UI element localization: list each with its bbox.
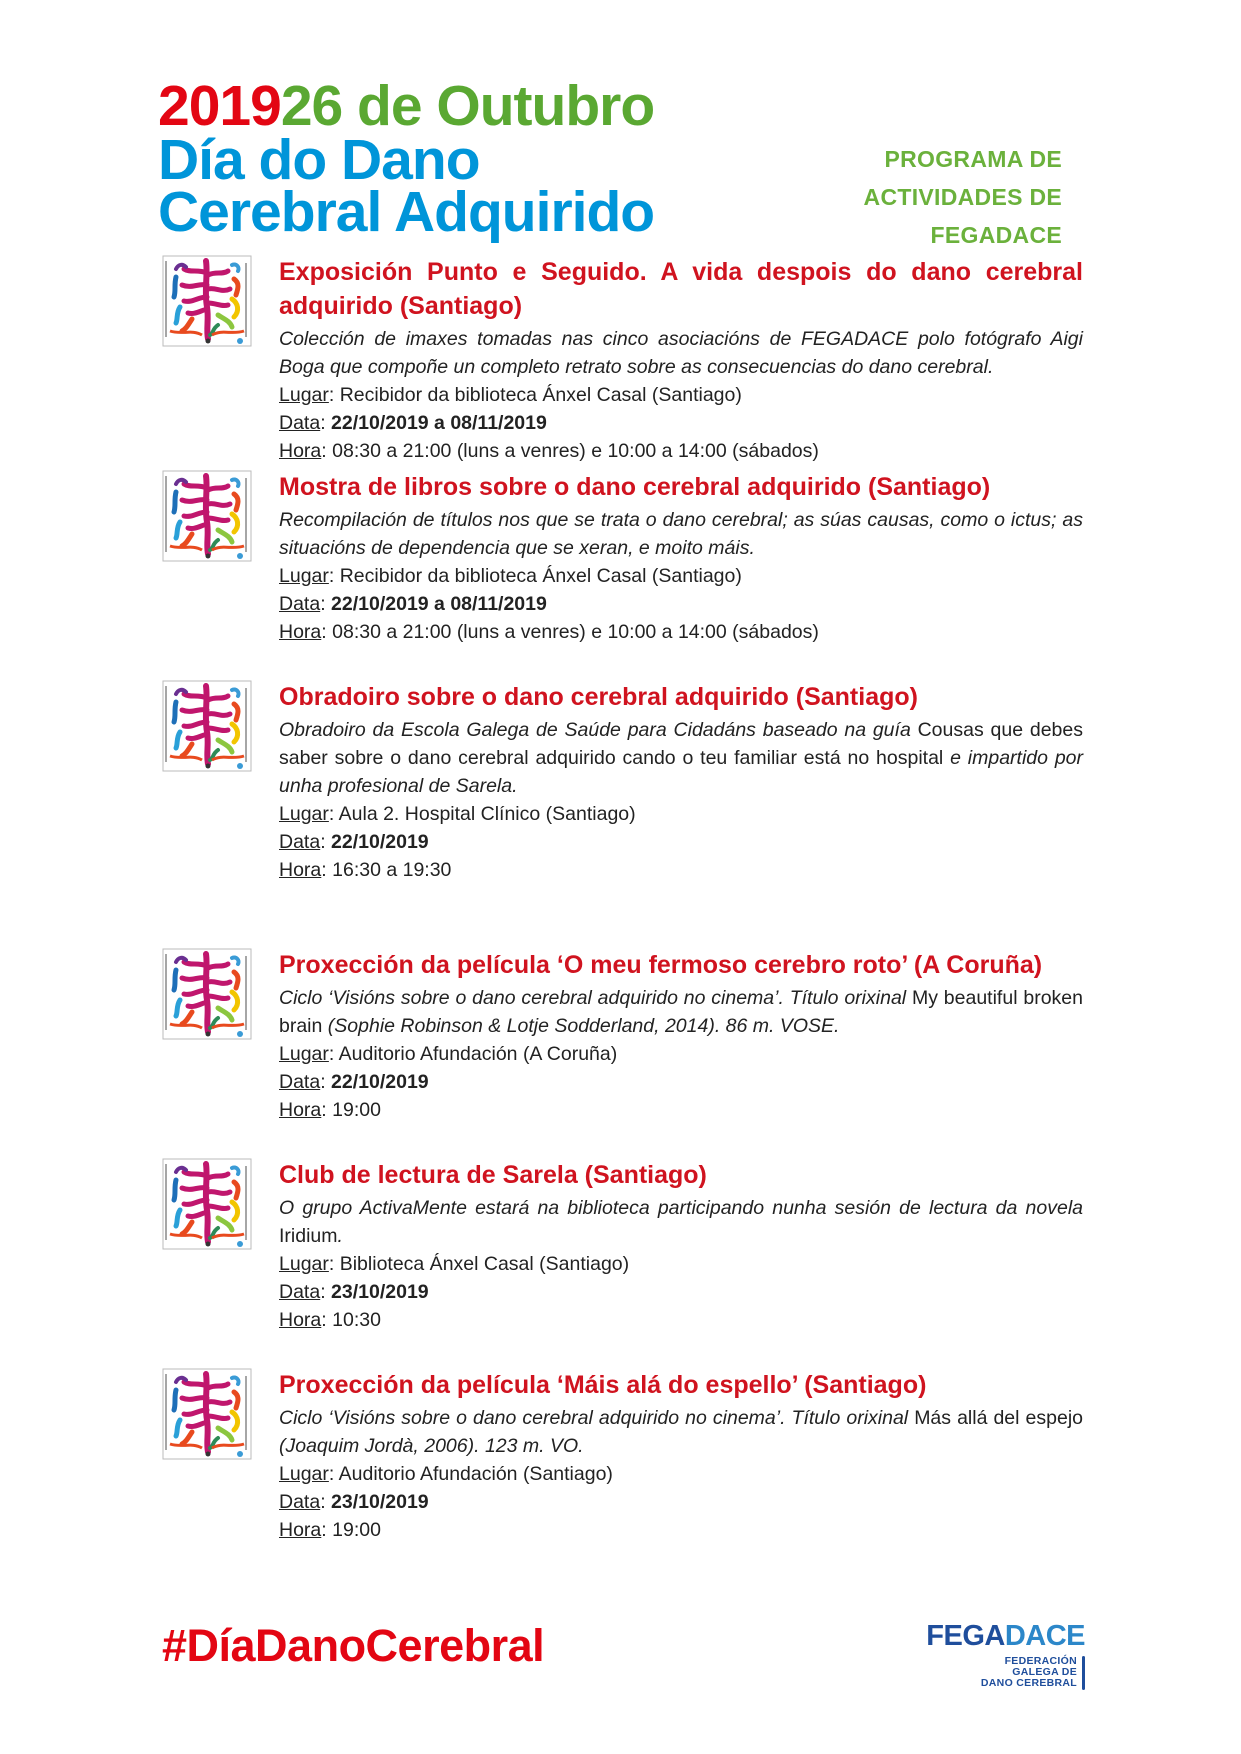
header-title-line2: Cerebral Adquirido: [158, 180, 655, 244]
lugar-label: Lugar: [279, 1043, 329, 1065]
event-hora: Hora: 19:00: [279, 1099, 381, 1121]
desc-part-a: Ciclo ‘Visións sobre o dano cerebral adquirido no cinema’. Título orixinal: [279, 987, 912, 1009]
hora-label: Hora: [279, 1519, 322, 1541]
event-title: Obradoiro sobre o dano cerebral adquirido (Santiago): [279, 683, 918, 711]
programa-line1: PROGRAMA DE: [884, 146, 1062, 172]
header-date-line: [158, 74, 1158, 138]
event-lugar: Lugar: Recibidor da biblioteca Ánxel Casal (Santiago): [279, 384, 742, 406]
lugar-value: Aula 2. Hospital Clínico (Santiago): [338, 803, 636, 825]
data-label: Data: [279, 412, 321, 434]
event-lugar: Lugar: Auditorio Afundación (Santiago): [279, 1463, 613, 1485]
event-lugar: Lugar: Recibidor da biblioteca Ánxel Casal (Santiago): [279, 565, 742, 587]
hora-label: Hora: [279, 621, 322, 643]
event-title: Mostra de libros sobre o dano cerebral adquirido (Santiago): [279, 473, 991, 501]
data-label: Data: [279, 831, 321, 853]
brain-logo-icon: [162, 255, 252, 347]
brain-logo-icon: [162, 470, 252, 562]
data-label: Data: [279, 1281, 321, 1303]
fegadace-logo: [926, 1620, 1085, 1700]
event-lugar: Lugar: Biblioteca Ánxel Casal (Santiago): [279, 1253, 630, 1275]
programa-line2: ACTIVIDADES DE: [863, 184, 1062, 210]
event-title: Proxección da película ‘O meu fermoso cerebro roto’ (A Coruña): [279, 951, 1043, 979]
event-data: Data: 22/10/2019: [279, 1071, 429, 1093]
event-description: [279, 716, 1083, 800]
event-data: Data: 22/10/2019 a 08/11/2019: [279, 412, 547, 434]
logo-subtitle: [981, 1656, 1077, 1689]
event-lugar: Lugar: Aula 2. Hospital Clínico (Santiago): [279, 803, 636, 825]
desc-part-a: O grupo ActivaMente estará na biblioteca participando nunha sesión de lectura da novela: [279, 1197, 1083, 1219]
hora-value: 16:30 a 19:30: [332, 859, 452, 881]
event-hora: Hora: 19:00: [279, 1519, 381, 1541]
event-description: [279, 1194, 1083, 1250]
event-data: Data: 22/10/2019 a 08/11/2019: [279, 593, 547, 615]
desc-part-c: (Joaquim Jordà, 2006). 123 m. VO.: [279, 1435, 584, 1457]
event-data: Data: 23/10/2019: [279, 1281, 429, 1303]
logo-wordmark: [926, 1620, 1085, 1653]
hora-value: 19:00: [332, 1099, 381, 1121]
event-description: [279, 984, 1083, 1040]
desc-part-b: Cousas que debes saber sobre o dano cerebral adquirido cando o teu familiar está no hospital: [279, 719, 1083, 769]
data-value: 22/10/2019: [331, 1071, 429, 1093]
event-lugar: Lugar: Auditorio Afundación (A Coruña): [279, 1043, 618, 1065]
data-value: 22/10/2019 a 08/11/2019: [331, 593, 547, 615]
hora-value: 19:00: [332, 1519, 381, 1541]
data-label: Data: [279, 1491, 321, 1513]
header-year: 2019: [158, 74, 281, 138]
event-title: Proxección da película ‘Máis alá do espello’ (Santiago): [279, 1371, 927, 1399]
desc-part-c: e impartido por unha profesional de Sarela.: [279, 747, 1084, 797]
logo-dace: DACE: [1004, 1620, 1085, 1652]
lugar-label: Lugar: [279, 384, 329, 406]
logo-fega: FEGA: [926, 1620, 1005, 1652]
event-hora: Hora: 08:30 a 21:00 (luns a venres) e 10:00 a 14:00 (sábados): [279, 621, 819, 643]
data-label: Data: [279, 1071, 321, 1093]
lugar-value: Recibidor da biblioteca Ánxel Casal (Santiago): [339, 565, 742, 587]
hora-label: Hora: [279, 859, 322, 881]
event-description: [279, 1404, 1083, 1460]
desc-part-b: Más allá del espejo: [914, 1407, 1083, 1429]
data-value: 23/10/2019: [331, 1491, 429, 1513]
hora-value: 10:30: [332, 1309, 381, 1331]
event-hora: Hora: 16:30 a 19:30: [279, 859, 452, 881]
lugar-label: Lugar: [279, 1253, 329, 1275]
lugar-label: Lugar: [279, 1463, 329, 1485]
event-data: Data: 23/10/2019: [279, 1491, 429, 1513]
hashtag: #DíaDanoCerebral: [162, 1620, 545, 1671]
header-title-line1: Día do Dano: [158, 128, 480, 192]
event-hora: Hora: 10:30: [279, 1309, 381, 1331]
lugar-label: Lugar: [279, 565, 329, 587]
desc-part-a: Ciclo ‘Visións sobre o dano cerebral adquirido no cinema’. Título orixinal: [279, 1407, 915, 1429]
desc-part-a: Obradoiro da Escola Galega de Saúde para Cidadáns baseado na guía: [279, 719, 918, 741]
data-value: 23/10/2019: [331, 1281, 429, 1303]
event-description: Colección de imaxes tomadas nas cinco asociacións de FEGADACE polo fotógrafo Aigi Boga que compoñe un completo retrato sobre as consecuencias do dano cerebral.: [279, 328, 1083, 378]
data-value: 22/10/2019: [331, 831, 429, 853]
lugar-value: Biblioteca Ánxel Casal (Santiago): [339, 1253, 630, 1275]
logo-bracket: [1082, 1656, 1085, 1690]
hora-value: 08:30 a 21:00 (luns a venres) e 10:00 a 14:00 (sábados): [332, 440, 819, 462]
hora-label: Hora: [279, 440, 322, 462]
event-title: Exposición Punto e Seguido. A vida despois do dano cerebral adquirido (Santiago): [279, 258, 1083, 320]
desc-part-b: Iridium: [279, 1225, 338, 1247]
programa-heading: [820, 140, 1062, 254]
desc-part-c: (Sophie Robinson & Lotje Sodderland, 2014). 86 m. VOSE.: [322, 1015, 840, 1037]
logo-sub-line2: GALEGA DE: [1012, 1666, 1077, 1678]
brain-logo-icon: [162, 948, 252, 1040]
event-hora: Hora: 08:30 a 21:00 (luns a venres) e 10:00 a 14:00 (sábados): [279, 440, 819, 462]
brain-logo-icon: [162, 680, 252, 772]
brain-logo-icon: [162, 1368, 252, 1460]
lugar-value: Auditorio Afundación (A Coruña): [338, 1043, 618, 1065]
lugar-value: Auditorio Afundación (Santiago): [338, 1463, 613, 1485]
desc-part-c: .: [337, 1225, 343, 1247]
hora-value: 08:30 a 21:00 (luns a venres) e 10:00 a 14:00 (sábados): [332, 621, 819, 643]
logo-sub-line1: FEDERACIÓN: [1004, 1655, 1077, 1667]
event-title: Club de lectura de Sarela (Santiago): [279, 1161, 707, 1189]
hora-label: Hora: [279, 1099, 322, 1121]
event-data: Data: 22/10/2019: [279, 831, 429, 853]
logo-sub-line3: DANO CEREBRAL: [980, 1677, 1077, 1689]
programa-line3: FEGADACE: [930, 222, 1062, 248]
lugar-label: Lugar: [279, 803, 329, 825]
data-value: 22/10/2019 a 08/11/2019: [331, 412, 547, 434]
lugar-value: Recibidor da biblioteca Ánxel Casal (Santiago): [339, 384, 742, 406]
brain-logo-icon: [162, 1158, 252, 1250]
data-label: Data: [279, 593, 321, 615]
desc-part-b: My beautiful broken brain: [279, 987, 1083, 1037]
hora-label: Hora: [279, 1309, 322, 1331]
header-date: 26 de Outubro: [280, 74, 655, 138]
event-description: Recompilación de títulos nos que se trata o dano cerebral; as súas causas, como o ictus; as situacións de dependencia que se xeran, e moito máis.: [279, 509, 1083, 559]
